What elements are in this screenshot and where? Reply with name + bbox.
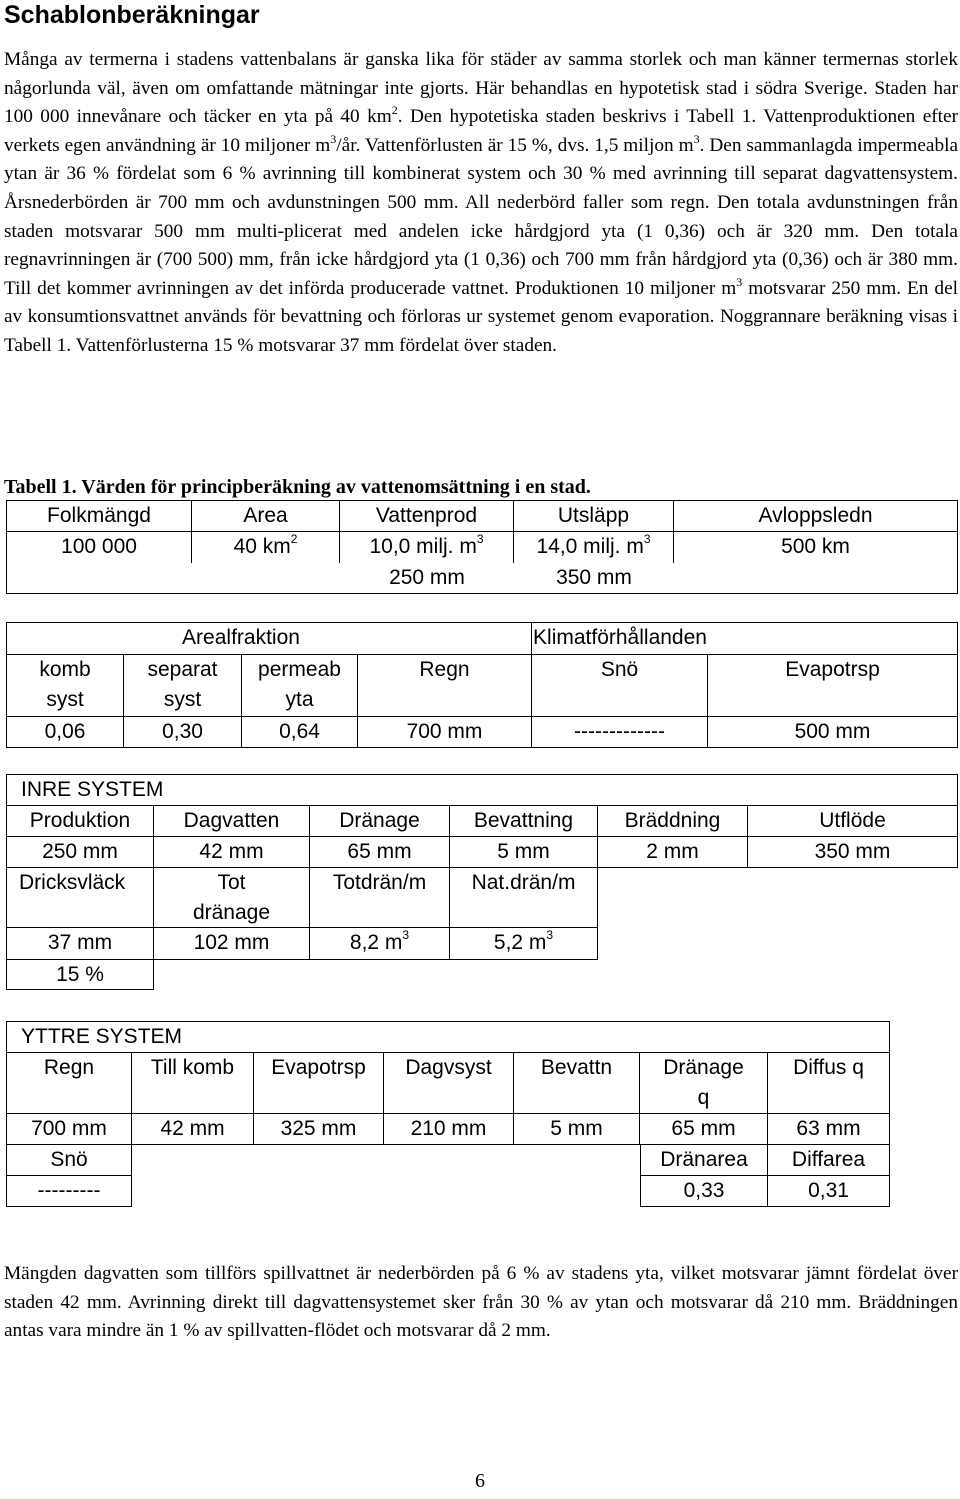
cell-bevattn: 5 mm — [514, 1114, 640, 1145]
cell-diffarea: 0,31 — [768, 1176, 890, 1207]
header-utslapp: Utsläpp — [514, 500, 674, 532]
cell-natdran: 5,2 $m^3$ — [450, 928, 598, 960]
cell-utflode: 350 mm — [748, 837, 958, 868]
cell-utslapp: 14,0 milj. $m^3$ — [514, 532, 674, 563]
header-sno: Snö — [6, 1145, 132, 1176]
cell-vattenprod: 10,0 milj. $m^3$ — [340, 532, 514, 563]
header-braddning: Bräddning — [598, 806, 748, 837]
cell-sno: --------- — [6, 1176, 132, 1207]
header-separat-syst: separat syst — [124, 654, 242, 716]
cell-evapotrsp: 325 mm — [254, 1114, 384, 1145]
group-klimatforhallanden: Klimatförhållanden — [532, 622, 708, 654]
header-totdran: Totdrän/m — [310, 868, 450, 928]
cell-dranarea: 0,33 — [640, 1176, 768, 1207]
cell-dranage-q: 65 mm — [640, 1114, 768, 1145]
cell-bevattning: 5 mm — [450, 837, 598, 868]
header-natdran: Nat.drän/m — [450, 868, 598, 928]
cell-avloppsledn: 500 km — [674, 532, 958, 563]
table-area-climate — [6, 622, 958, 748]
cell-till-komb: 42 mm — [132, 1114, 254, 1145]
cell-area: 40 $km^2$ — [192, 532, 340, 563]
header-vattenprod: Vattenprod — [340, 500, 514, 532]
header-diffus-q: Diffus q — [768, 1053, 890, 1114]
cell-komb: 0,06 — [6, 716, 124, 748]
header-dagvsyst: Dagvsyst — [384, 1053, 514, 1114]
cell-totdran: 8,2 $m^3$ — [310, 928, 450, 960]
header-evapotrsp: Evapotrsp — [708, 654, 958, 716]
cell-separat: 0,30 — [124, 716, 242, 748]
header-bevattning: Bevattning — [450, 806, 598, 837]
cell-regn: 700 mm — [358, 716, 532, 748]
page-number: 6 — [475, 1470, 485, 1492]
header-till-komb: Till komb — [132, 1053, 254, 1114]
cell-permeab: 0,64 — [242, 716, 358, 748]
header-diffarea: Diffarea — [768, 1145, 890, 1176]
header-folkmangd: Folkmängd — [6, 500, 192, 532]
header-dricksvlack: Dricksvläck — [6, 868, 154, 928]
header-sno: Snö — [532, 654, 708, 716]
cell-dranage: 65 mm — [310, 837, 450, 868]
intro-paragraph: Många av termerna i stadens vattenbalans är ganska lika för städer av samma storlek och man känner termernas storlek någorlunda väl, även om omfattande mätningar inte gjorts. Här behandlas en hypotetisk stad i södra Sverige. Staden har 100 000 innevånare och täcker en yta på 40 $km^2$. Den hypotetiska staden beskrivs i Tabell 1. Vattenproduktionen efter verkets egen användning är 10 miljoner $m^3/år$. Vattenförlusten är 15 %, dvs. 1,5 miljon $m^3$. Den sammanlagda impermeabla ytan är 36 % fördelat som 6 % avrinning till kombinerat system och 30 % med avrinning till separat dagvattensystem. Årsnederbörden är 700 mm och avdunstningen 500 mm. All nederbörd faller som regn. Den totala avdunstningen från staden motsvarar 500 mm multi-plicerat med andelen icke hårdgjord yta (1 0,36) och är 320 mm. Den totala regnavrinningen är (700 500) mm, från icke hårdgjord yta (1 0,36) och 700 mm från hårdgjord yta (0,36) och är 380 mm. Till det kommer avrinningen av det införda producerade vattnet. Produktionen 10 miljoner $m^3$ motsvarar 250 mm. En del av konsumtionsvattnet används för bevattning och förloras ur systemet genom evaporation. Noggrannare beräkning visas i Tabell 1. Vattenförlusterna 15 % motsvarar 37 mm fördelat över staden. — [4, 49, 959, 356]
group-arealfraktion: Arealfraktion — [124, 622, 358, 654]
header-tot-dranage: Tot dränage — [154, 868, 310, 928]
cell-dagvsyst: 210 mm — [384, 1114, 514, 1145]
cell-population: 100 000 — [6, 532, 192, 563]
cell-regn: 700 mm — [6, 1114, 132, 1145]
inre-system-title: INRE SYSTEM — [6, 774, 958, 806]
cell-diffus-q: 63 mm — [768, 1114, 890, 1145]
cell-produktion: 250 mm — [6, 837, 154, 868]
header-evapotrsp: Evapotrsp — [254, 1053, 384, 1114]
cell-dricksvlack-pct: 15 % — [6, 960, 154, 990]
header-dranage: Dränage — [310, 806, 450, 837]
header-produktion: Produktion — [6, 806, 154, 837]
cell-evapotrsp: 500 mm — [708, 716, 958, 748]
cell-vattenprod-mm: 250 mm — [340, 563, 514, 594]
header-regn: Regn — [6, 1053, 132, 1114]
table-yttre-system — [6, 1021, 958, 1207]
header-bevattn: Bevattn — [514, 1053, 640, 1114]
page-heading: Schablonberäkningar — [4, 1, 260, 29]
cell-tot-dranage: 102 mm — [154, 928, 310, 960]
cell-braddning: 2 mm — [598, 837, 748, 868]
cell-sno: ------------- — [532, 716, 708, 748]
header-komb-syst: komb syst — [6, 654, 124, 716]
yttre-system-title: YTTRE SYSTEM — [6, 1021, 890, 1053]
cell-utslapp-mm: 350 mm — [514, 563, 674, 594]
header-dranage-q: Dränage q — [640, 1053, 768, 1114]
table-caption: Tabell 1. Värden för principberäkning av vattenomsättning i en stad. — [4, 476, 591, 498]
header-area: Area — [192, 500, 340, 532]
header-regn: Regn — [358, 654, 532, 716]
cell-dricksvlack: 37 mm — [6, 928, 154, 960]
table-inre-system — [6, 774, 958, 990]
table-population-area — [6, 500, 958, 594]
header-dagvatten: Dagvatten — [154, 806, 310, 837]
header-permeab-yta: permeab yta — [242, 654, 358, 716]
cell-dagvatten: 42 mm — [154, 837, 310, 868]
header-avloppsledn: Avloppsledn — [674, 500, 958, 532]
header-dranarea: Dränarea — [640, 1145, 768, 1176]
dagvatten-paragraph: Mängden dagvatten som tillförs spillvattnet är nederbörden på 6 % av stadens yta, vilket motsvarar jämnt fördelat över staden 42 mm. Avrinning direkt till dagvattensystemet sker från 30 % av ytan och motsvarar då 210 mm. Bräddningen antas vara mindre än 1 % av spillvatten-flödet och motsvarar då 2 mm. — [4, 1263, 958, 1342]
header-utflode: Utflöde — [748, 806, 958, 837]
